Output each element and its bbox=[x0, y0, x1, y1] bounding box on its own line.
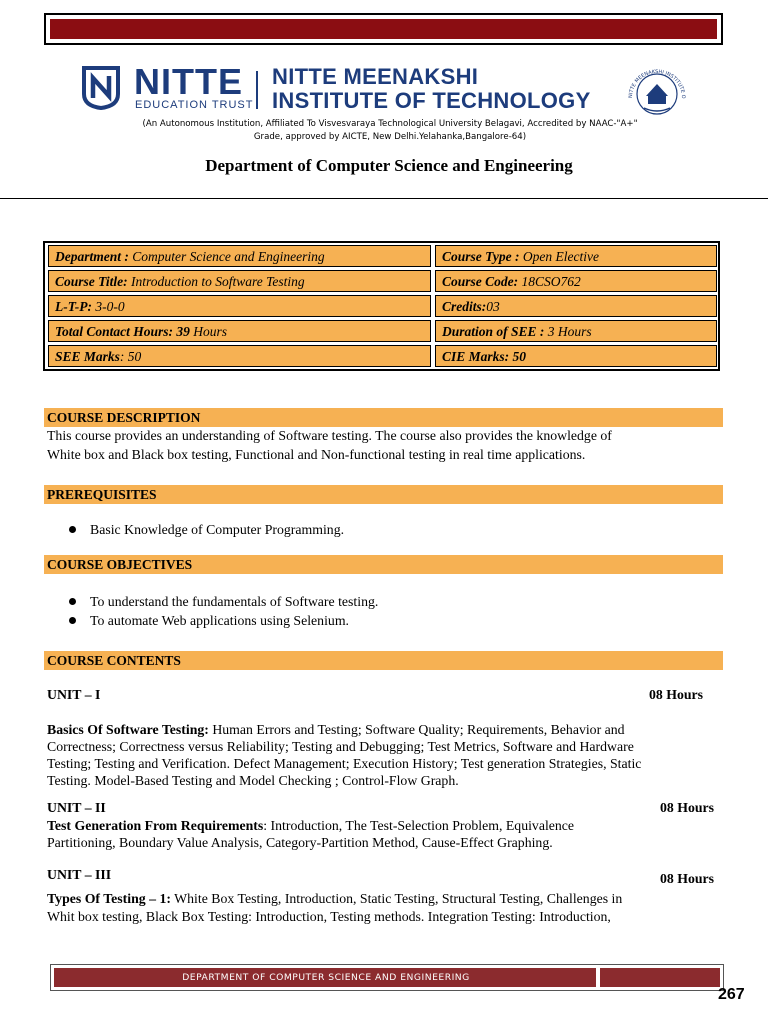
top-banner bbox=[44, 13, 723, 45]
ltp-value: 3-0-0 bbox=[92, 299, 125, 314]
course-description-line2: White box and Black box testing, Functional and Non-functional testing in real time applications. bbox=[47, 447, 586, 462]
objective-item bbox=[69, 593, 378, 611]
objective-item bbox=[69, 612, 349, 630]
see-marks-label: SEE Marks bbox=[55, 349, 120, 364]
institute-name-line1: NITTE MEENAKSHI bbox=[272, 64, 479, 89]
ltp-label: L-T-P: bbox=[55, 299, 92, 314]
unit-1-hours: 08 Hours bbox=[649, 687, 704, 702]
institute-seal-icon bbox=[624, 62, 690, 120]
footer-red-panel-small bbox=[600, 968, 720, 987]
credits-label: Credits: bbox=[442, 299, 487, 314]
logo-divider bbox=[256, 71, 258, 109]
bullet-icon bbox=[69, 617, 76, 624]
course-description-heading: COURSE DESCRIPTION bbox=[44, 408, 723, 427]
unit-2-hours: 08 Hours bbox=[660, 800, 715, 815]
unit-3-line1 bbox=[47, 890, 721, 908]
top-banner-fill bbox=[50, 19, 717, 39]
see-marks-cell bbox=[48, 345, 431, 367]
course-objectives-heading: COURSE OBJECTIVES bbox=[44, 555, 723, 574]
unit-3-text: White Box Testing, Introduction, Static Testing, Structural Testing, Challenges in bbox=[170, 891, 623, 906]
prerequisites-heading: PREREQUISITES bbox=[44, 485, 723, 504]
footer-red-panel bbox=[54, 968, 598, 987]
contact-hours-value: Hours bbox=[189, 324, 228, 339]
department-value: Computer Science and Engineering bbox=[128, 249, 325, 264]
unit-2-title: Test Generation From Requirements bbox=[47, 818, 264, 833]
course-info-table bbox=[43, 241, 720, 371]
course-title-value: Introduction to Software Testing bbox=[127, 274, 305, 289]
unit-1-line3: Testing; Testing and Verification. Defect Management; Execution History; Test generation Strategies, Static bbox=[47, 756, 642, 771]
department-label: Department : bbox=[55, 249, 129, 264]
logo-wordmark: NITTE bbox=[134, 61, 243, 102]
unit-1-line4: Testing. Model-Based Testing and Model Checking ; Control-Flow Graph. bbox=[47, 773, 459, 788]
course-code-cell bbox=[435, 270, 717, 292]
nitte-logo-icon bbox=[78, 64, 124, 110]
seal-text: NITTE MEENAKSHI INSTITUTE O bbox=[627, 68, 687, 99]
course-title-label: Course Title: bbox=[55, 274, 128, 289]
unit-1-text: Human Errors and Testing; Software Quality; Requirements, Behavior and bbox=[208, 722, 625, 737]
prerequisite-text: Basic Knowledge of Computer Programming. bbox=[90, 522, 345, 537]
see-duration-label: Duration of SEE : bbox=[442, 324, 545, 339]
objective-text: To understand the fundamentals of Software testing. bbox=[90, 594, 379, 609]
see-duration-cell bbox=[435, 320, 717, 342]
course-title-cell bbox=[48, 270, 431, 292]
unit-3-line2: Whit box testing, Black Box Testing: Introduction, Testing methods. Integration Testing: Introduction, bbox=[47, 909, 611, 924]
course-type-value: Open Elective bbox=[519, 249, 599, 264]
unit-2-line1 bbox=[47, 817, 721, 835]
logo-subtitle: EDUCATION TRUST bbox=[135, 99, 254, 111]
department-heading: Department of Computer Science and Engineering bbox=[205, 156, 573, 175]
department-cell bbox=[48, 245, 431, 267]
unit-1-title: Basics Of Software Testing: bbox=[47, 722, 209, 737]
unit-3-label: UNIT – III bbox=[47, 867, 112, 882]
contact-hours-label: Total Contact Hours: 39 bbox=[55, 324, 190, 339]
unit-2-line2: Partitioning, Boundary Value Analysis, Category-Partition Method, Cause-Effect Graphing. bbox=[47, 835, 553, 850]
unit-3-hours: 08 Hours bbox=[660, 871, 715, 886]
course-type-cell bbox=[435, 245, 717, 267]
page-number: 267 bbox=[718, 986, 745, 1003]
course-type-label: Course Type : bbox=[442, 249, 520, 264]
accreditation-line2: Grade, approved by AICTE, New Delhi.Yelahanka,Bangalore-64) bbox=[253, 132, 527, 142]
institute-name-line2: INSTITUTE OF TECHNOLOGY bbox=[272, 88, 591, 113]
contact-hours-cell bbox=[48, 320, 431, 342]
bullet-icon bbox=[69, 598, 76, 605]
unit-1-line1 bbox=[47, 721, 721, 739]
accreditation-note bbox=[90, 118, 690, 144]
prerequisite-item bbox=[69, 521, 344, 539]
see-duration-value: 3 Hours bbox=[544, 324, 592, 339]
unit-1-line2: Correctness; Correctness versus Reliability; Testing and Debugging; Test Metrics, Software and Hardware bbox=[47, 739, 634, 754]
course-code-value: 18CSO762 bbox=[518, 274, 581, 289]
cie-marks-label: CIE Marks: 50 bbox=[442, 349, 527, 364]
heading-divider bbox=[0, 198, 768, 199]
unit-2-label: UNIT – II bbox=[47, 800, 106, 815]
ltp-cell bbox=[48, 295, 431, 317]
footer-bar bbox=[50, 964, 724, 991]
footer-department-label: DEPARTMENT OF COMPUTER SCIENCE AND ENGINEERING bbox=[182, 972, 470, 983]
course-contents-heading: COURSE CONTENTS bbox=[44, 651, 723, 670]
unit-2-text: : Introduction, The Test-Selection Problem, Equivalence bbox=[263, 818, 575, 833]
bullet-icon bbox=[69, 526, 76, 533]
credits-value: 03 bbox=[486, 299, 500, 314]
unit-1-label: UNIT – I bbox=[47, 687, 101, 702]
credits-cell bbox=[435, 295, 717, 317]
objective-text: To automate Web applications using Selenium. bbox=[90, 613, 349, 628]
unit-3-title: Types Of Testing – 1: bbox=[47, 891, 171, 906]
cie-marks-cell bbox=[435, 345, 717, 367]
course-code-label: Course Code: bbox=[442, 274, 519, 289]
accreditation-line1: (An Autonomous Institution, Affiliated To Visvesvaraya Technological University Belagavi, Accredited by NAAC-"A+" bbox=[142, 119, 638, 129]
see-marks-value: : 50 bbox=[119, 349, 142, 364]
course-description-line1: This course provides an understanding of Software testing. The course also provides the knowledge of bbox=[47, 428, 612, 443]
